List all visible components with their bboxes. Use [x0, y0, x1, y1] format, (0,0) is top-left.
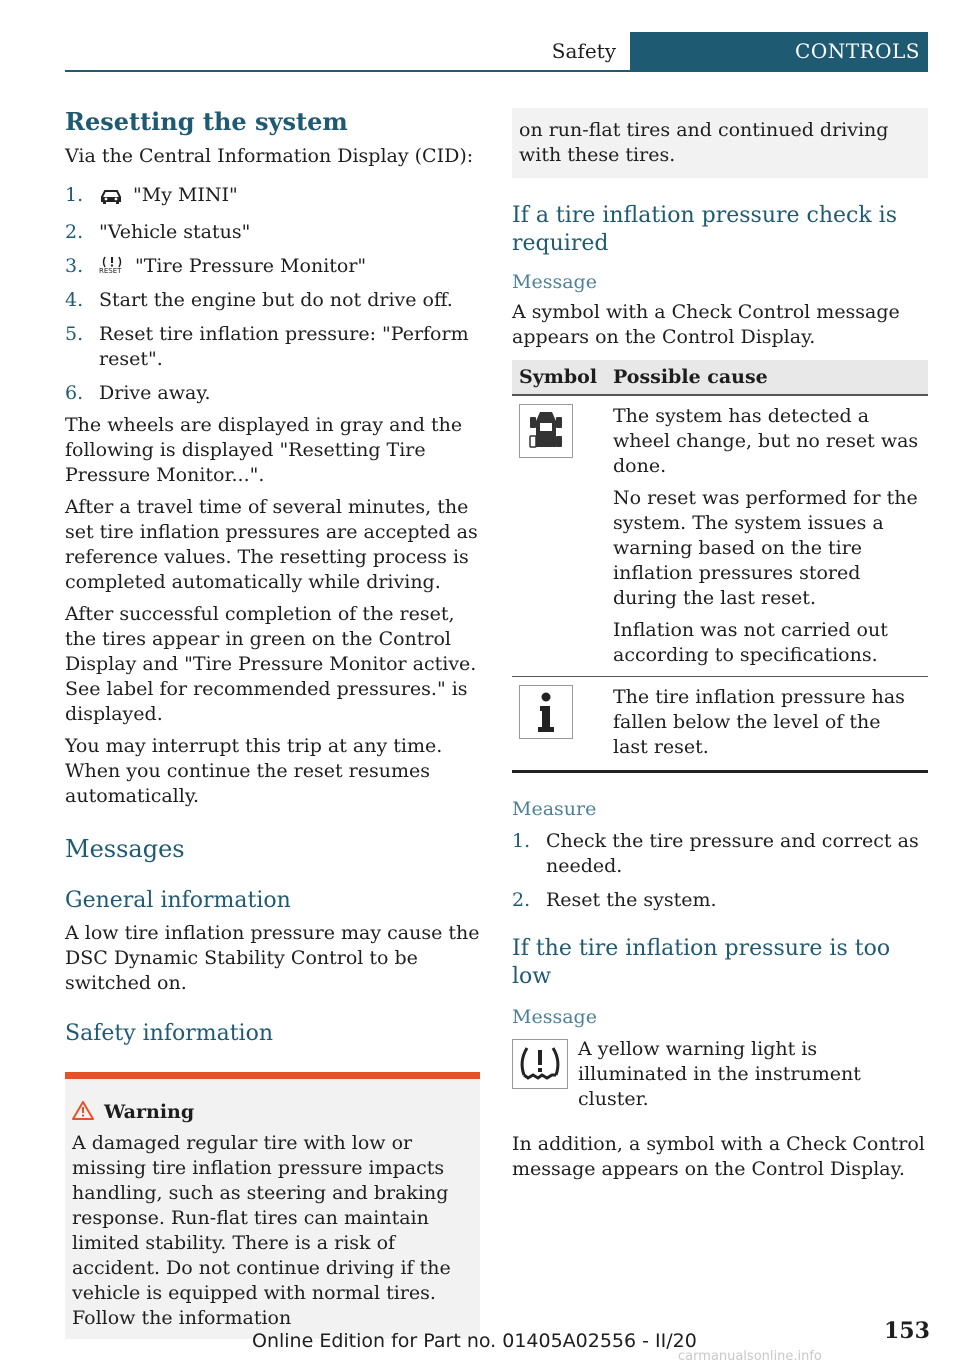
step-text: Drive away.	[99, 382, 211, 404]
paragraph: After a travel time of several minutes, the set tire inflation pressures are accepted as reference values. The resetting process is completed automatically while driving.	[65, 496, 478, 593]
tire-reset-icon	[99, 255, 125, 275]
warning-continuation: on run-flat tires and continued driving with these tires.	[519, 119, 889, 166]
list-item	[512, 888, 928, 913]
too-low-title: If the tire inflation pressure is too low	[512, 936, 891, 989]
symbol-table	[512, 360, 928, 773]
step-number: 4.	[65, 289, 84, 311]
car-wheel-warning-icon	[519, 404, 573, 458]
step-number: 6.	[65, 382, 84, 404]
paragraph: You may interrupt this trip at any time. When you continue the reset resumes automatically.	[65, 735, 443, 807]
edition-note: Online Edition for Part no. 01405A02556 - II/20	[252, 1330, 697, 1352]
general-info-title: General information	[65, 888, 291, 913]
chapter-tab: CONTROLS	[630, 32, 928, 70]
low-message-text: A yellow warning light is illuminated in the instrument cluster.	[578, 1038, 861, 1110]
reset-title: Resetting the system	[65, 107, 348, 136]
step-number: 1.	[65, 184, 84, 206]
step-text: Reset the system.	[546, 889, 717, 911]
table-row	[512, 677, 928, 772]
step-number: 3.	[65, 255, 84, 277]
warning-triangle-icon	[72, 1101, 94, 1127]
warning-title: Warning	[104, 1101, 195, 1123]
list-item	[65, 381, 480, 406]
column-header-cause: Possible cause	[606, 360, 928, 395]
safety-info-title: Safety information	[65, 1021, 273, 1046]
left-column	[65, 100, 480, 1339]
reset-intro: Via the Central Information Display (CID):	[65, 145, 474, 167]
warning-heading	[72, 1099, 473, 1127]
step-text: Start the engine but do not drive off.	[99, 289, 453, 311]
icon-caption: RESET	[99, 267, 122, 275]
section-title: Safety	[551, 39, 616, 63]
page-number: 153	[884, 1318, 930, 1344]
cause-text: Inflation was not carried out according to specifications.	[613, 619, 888, 666]
paragraph: After successful completion of the reset, the tires appear in green on the Control Display and "Tire Pressure Monitor active. See label for recommended pressures." is displayed.	[65, 603, 477, 725]
measure-steps	[512, 829, 928, 913]
messages-title: Messages	[65, 835, 185, 863]
list-item	[65, 220, 480, 245]
step-text: Reset tire inflation pressure: "Perform reset".	[99, 323, 469, 370]
step-number: 5.	[65, 323, 84, 345]
watermark: carmanualsonline.info	[678, 1349, 822, 1364]
car-icon	[99, 186, 123, 211]
low-addition-text: In addition, a symbol with a Check Control message appears on the Control Display.	[512, 1133, 925, 1180]
column-header-symbol: Symbol	[512, 360, 606, 395]
measure-label: Measure	[512, 798, 597, 820]
step-number: 2.	[65, 221, 84, 243]
step-text: "Tire Pressure Monitor"	[135, 255, 367, 277]
step-number: 1.	[512, 830, 531, 852]
warning-continuation-box	[512, 108, 928, 178]
table-header-row	[512, 360, 928, 395]
cause-text: The system has detected a wheel change, but no reset was done.	[613, 405, 919, 477]
step-text: "My MINI"	[133, 184, 238, 206]
low-message-row	[512, 1039, 928, 1112]
check-required-title: If a tire inflation pressure check is required	[512, 203, 897, 256]
cause-text: No reset was performed for the system. The system issues a warning based on the tire inflation pressures stored during the last reset.	[613, 487, 918, 609]
message-label: Message	[512, 271, 597, 293]
warning-text: A damaged regular tire with low or missing tire inflation pressure impacts handling, such as steering and braking response. Run-flat tires can maintain limited stability. There is a risk of accident. Do not continue driving if the vehicle is equipped with normal tires. Follow the information	[72, 1132, 451, 1329]
step-text: Check the tire pressure and correct as needed.	[546, 830, 919, 877]
warning-box	[65, 1072, 480, 1339]
list-item	[65, 322, 480, 372]
list-item	[65, 183, 480, 211]
page-header	[65, 32, 928, 72]
list-item	[65, 254, 480, 279]
paragraph: The wheels are displayed in gray and the following is displayed "Resetting Tire Pressure Monitor...".	[65, 414, 463, 486]
list-item	[512, 829, 928, 879]
step-number: 2.	[512, 889, 531, 911]
cause-text: The tire inflation pressure has fallen below the level of the last reset.	[613, 686, 905, 758]
general-info-text: A low tire inflation pressure may cause the DSC Dynamic Stability Control to be switched on.	[65, 922, 480, 994]
tire-pressure-warning-icon	[512, 1039, 568, 1089]
list-item	[65, 288, 480, 313]
table-row	[512, 395, 928, 677]
message-text: A symbol with a Check Control message appears on the Control Display.	[512, 301, 900, 348]
info-icon	[519, 685, 573, 739]
reset-steps	[65, 183, 480, 406]
low-message-label: Message	[512, 1006, 597, 1028]
step-text: "Vehicle status"	[99, 221, 251, 243]
right-column	[512, 100, 928, 1182]
